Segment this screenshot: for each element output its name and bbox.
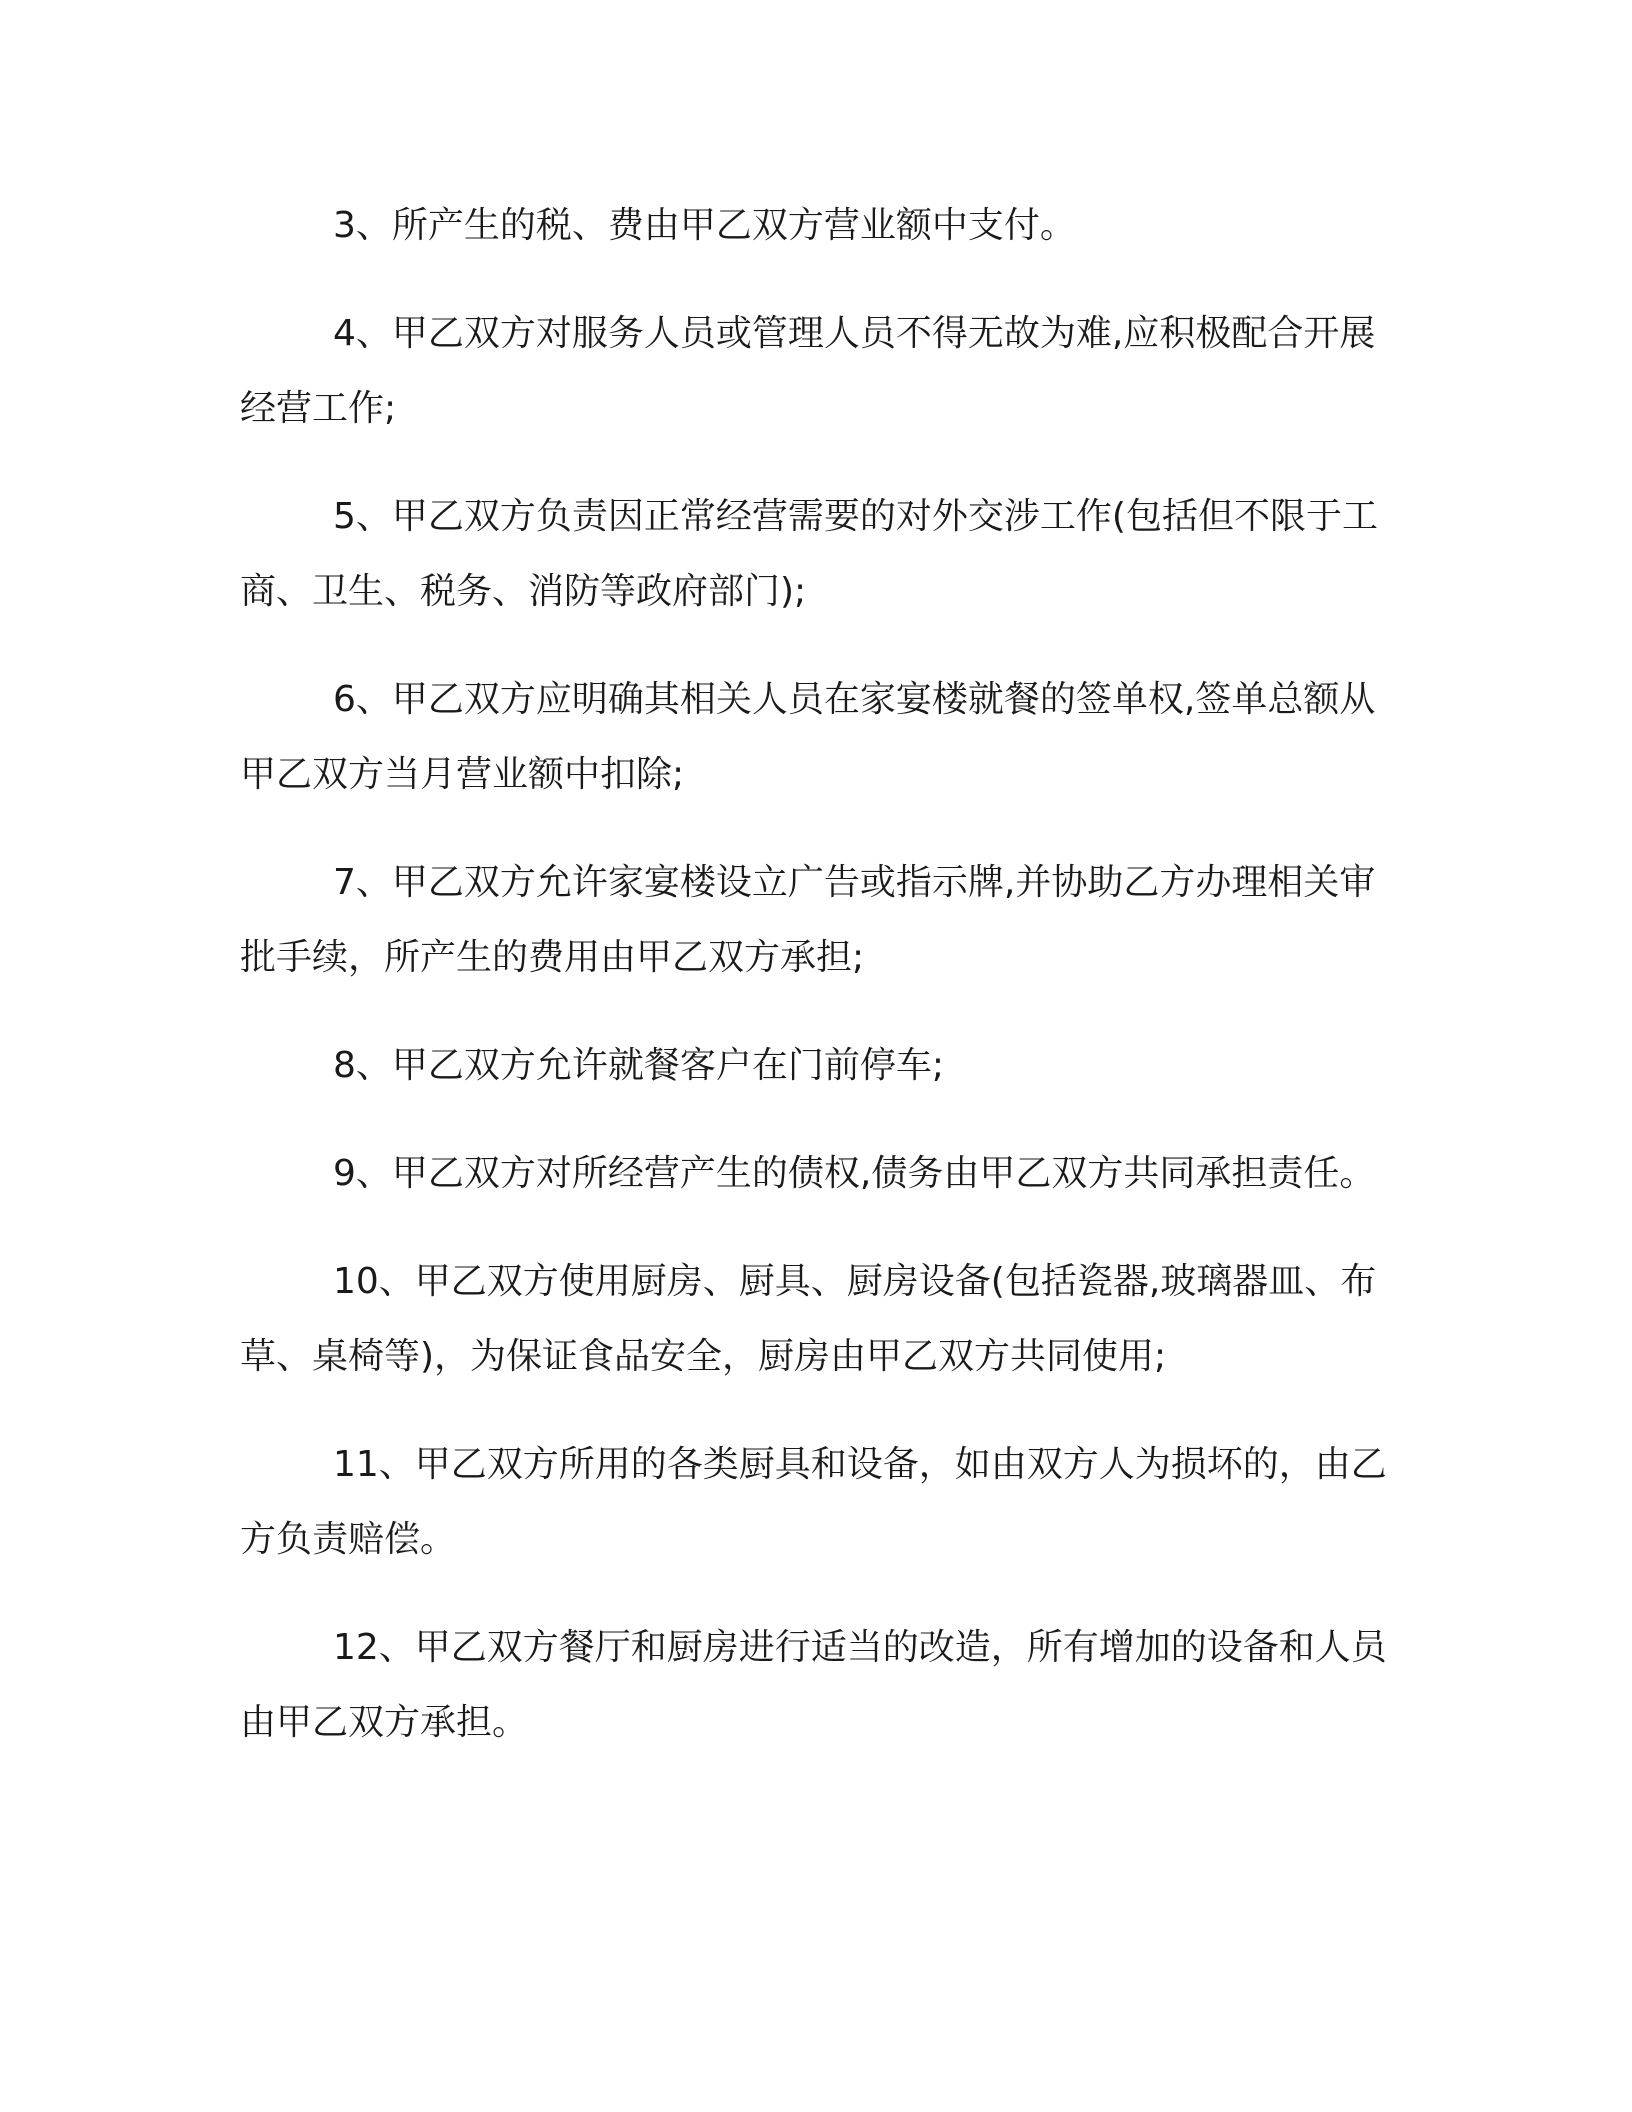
clause-4: 4、甲乙双方对服务人员或管理人员不得无故为难,应积极配合开展经营工作; <box>240 313 1376 429</box>
clause-8: 8、甲乙双方允许就餐客户在门前停车; <box>333 1045 945 1086</box>
clause-11: 11、甲乙双方所用的各类厨具和设备，如由双方人为损坏的，由乙方负责赔偿。 <box>240 1444 1387 1560</box>
clause-12: 12、甲乙双方餐厅和厨房进行适当的改造，所有增加的设备和人员由甲乙双方承担。 <box>240 1627 1387 1743</box>
clause-9: 9、甲乙双方对所经营产生的债权,债务由甲乙双方共同承担责任。 <box>333 1153 1376 1194</box>
clause-3: 3、所产生的税、费由甲乙双方营业额中支付。 <box>333 205 1076 246</box>
clause-6: 6、甲乙双方应明确其相关人员在家宴楼就餐的签单权,签单总额从甲乙双方当月营业额中扣除; <box>240 679 1376 795</box>
clause-10: 10、甲乙双方使用厨房、厨具、厨房设备(包括瓷器,玻璃器皿、布草、桌椅等)，为保证食品安全，厨房由甲乙双方共同使用; <box>240 1261 1377 1377</box>
clause-7: 7、甲乙双方允许家宴楼设立广告或指示牌,并协助乙方办理相关审批手续，所产生的费用由甲乙双方承担; <box>240 862 1376 978</box>
document-body <box>240 188 1390 1793</box>
clause-5: 5、甲乙双方负责因正常经营需要的对外交涉工作(包括但不限于工商、卫生、税务、消防等政府部门); <box>240 496 1378 612</box>
